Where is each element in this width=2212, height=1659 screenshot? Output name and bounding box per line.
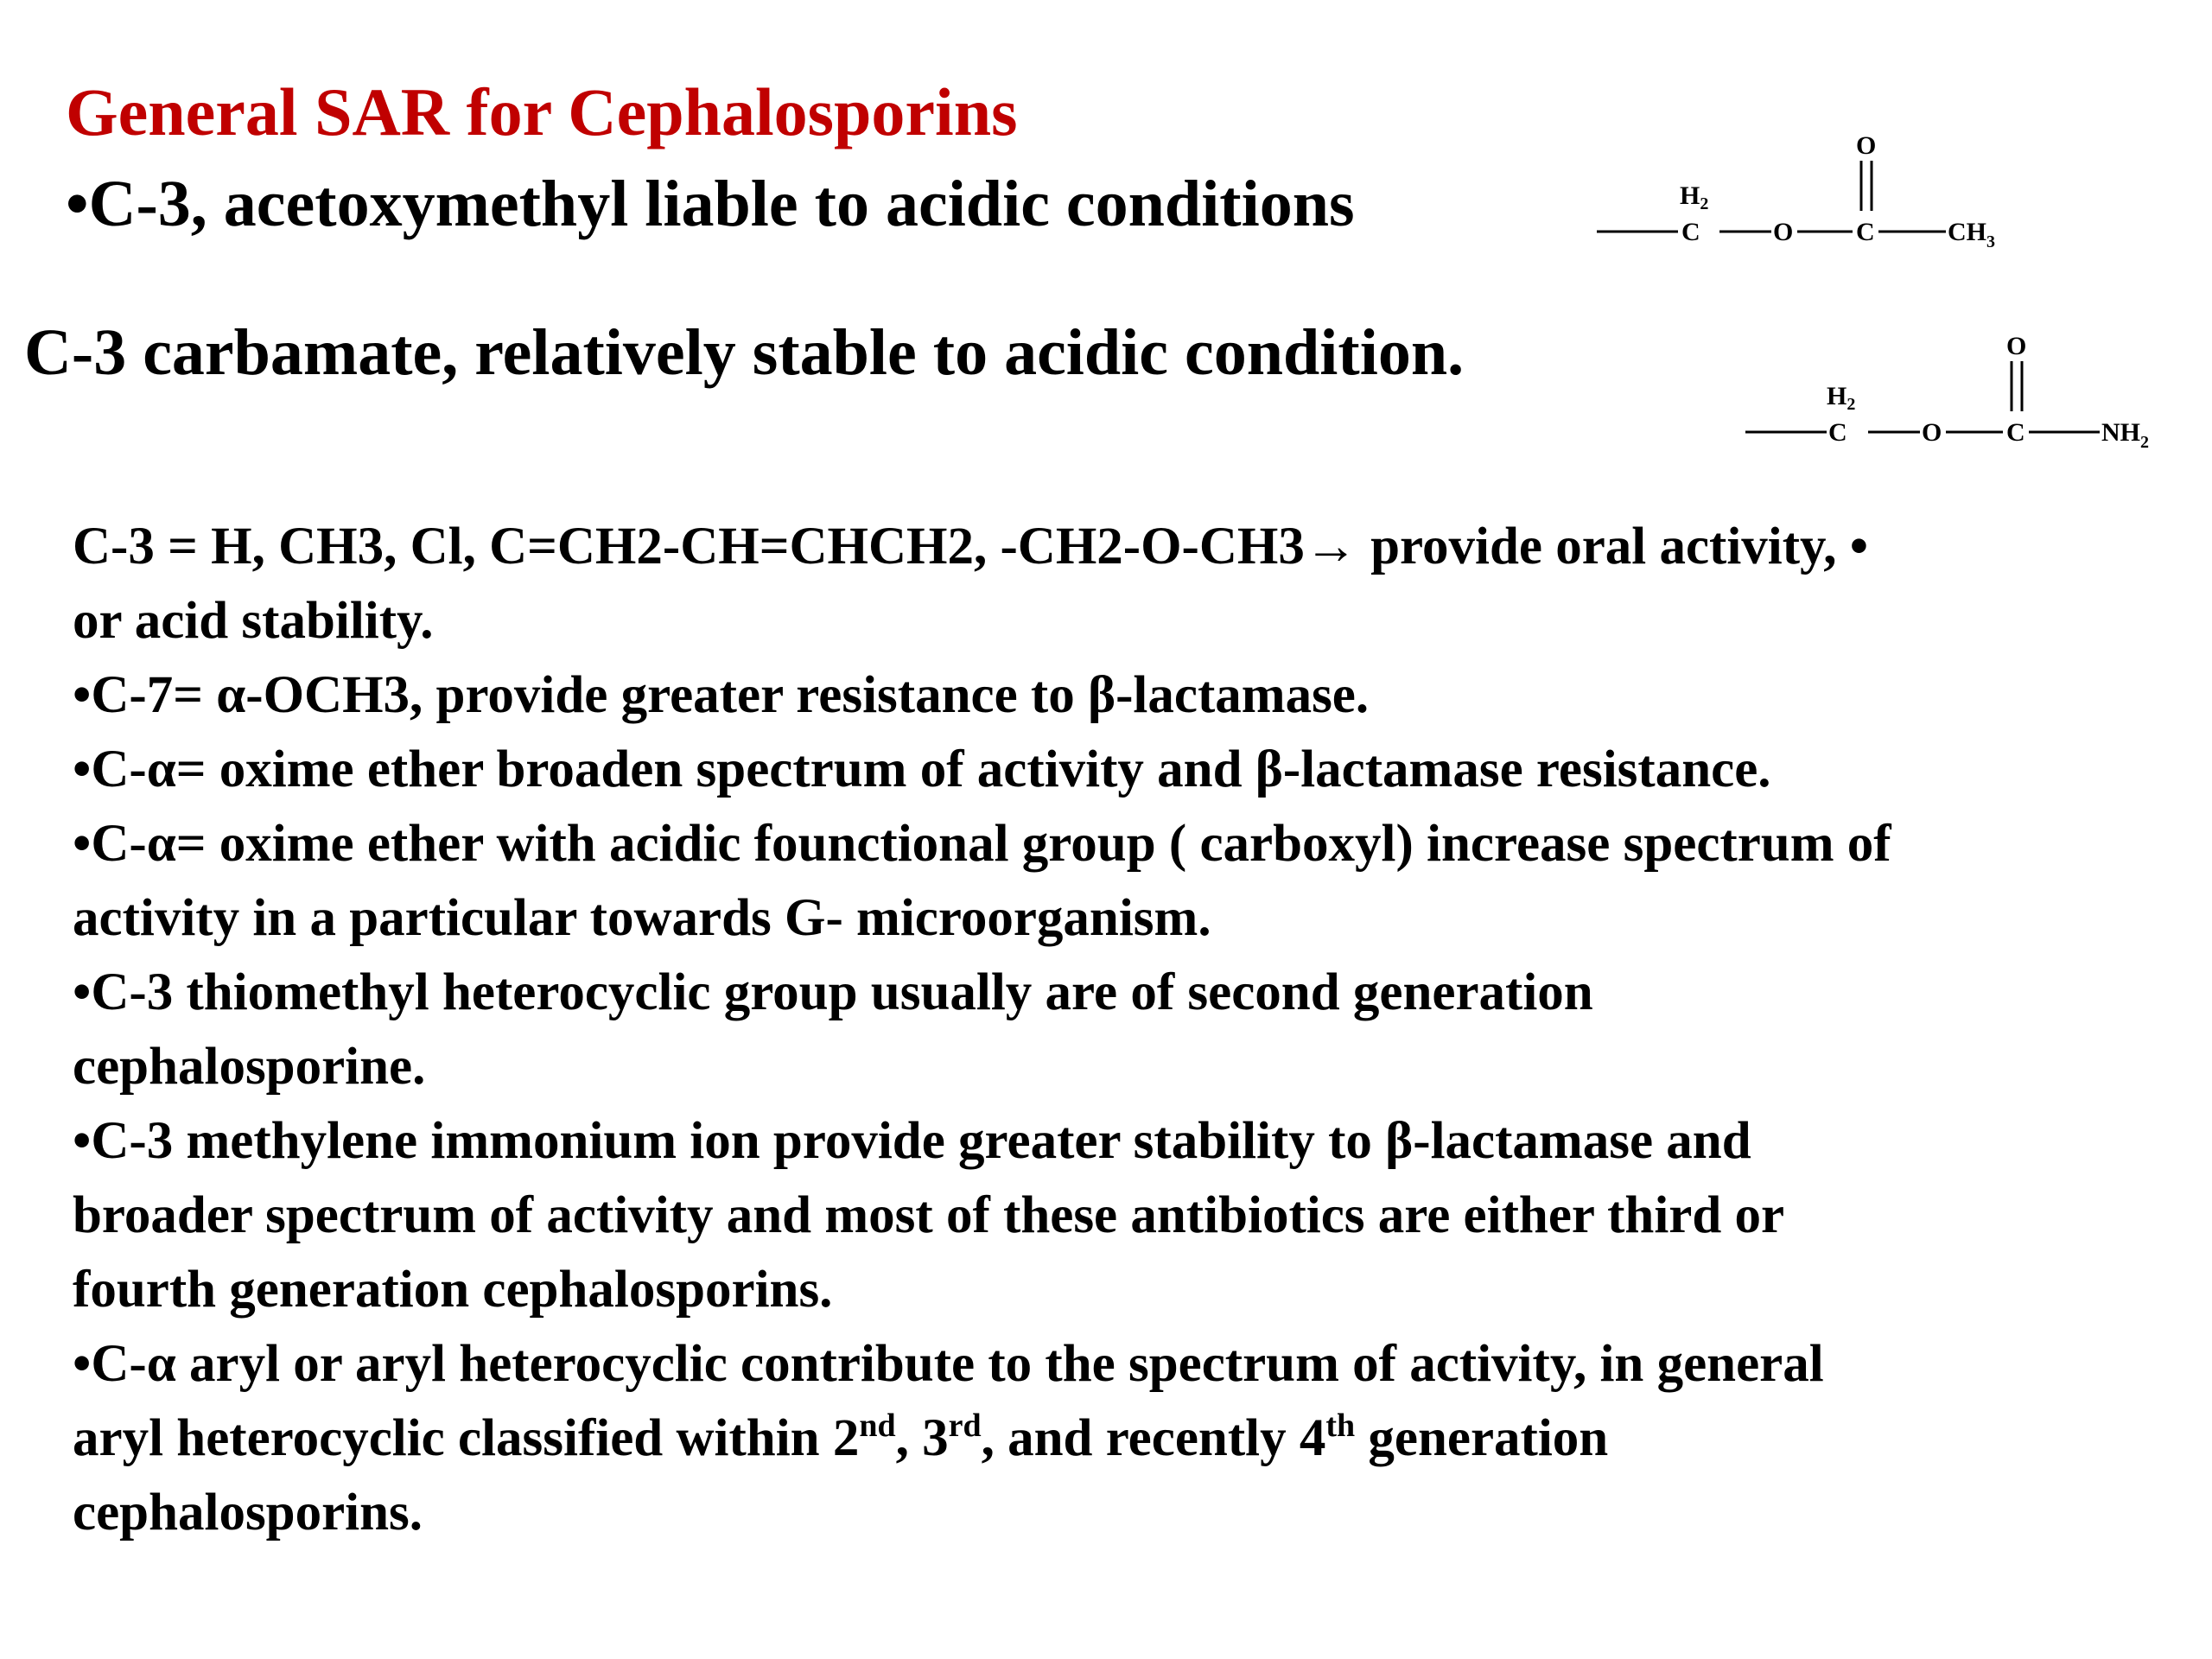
h2-label: $H_2$	[1827, 382, 1856, 414]
bullet-oxime-ether-acidic-cont: activity in a particular towards G- microorganism.	[73, 889, 1211, 947]
ether-oxygen-label: O	[1922, 418, 1942, 447]
carbamate-structure-svg	[1738, 321, 2205, 460]
bullet-aryl-heterocyclic-cont	[73, 1402, 2212, 1476]
carbamate-structure	[1738, 321, 2205, 464]
bullet-aryl-heterocyclic: •C-α aryl or aryl heterocyclic contribute to the spectrum of activity, in general	[73, 1335, 1824, 1393]
bullet-c7-methoxy: •C-7= α-OCH3, provide greater resistance to β-lactamase.	[73, 666, 1370, 724]
c1-label: C	[1828, 418, 1847, 447]
bullet-aryl-heterocyclic-cont: cephalosporins.	[73, 1484, 423, 1541]
bullet-c3-substituents-cont: or acid stability.	[73, 592, 434, 650]
h2-label: $H_2$	[1680, 181, 1709, 213]
bullet-thiomethyl: •C-3 thiomethyl heterocyclic group usually are of second generation	[73, 963, 1593, 1021]
text-span: aryl heterocyclic classified within 2	[73, 1409, 860, 1467]
ordinal-suffix: rd	[948, 1408, 982, 1444]
text-span: , and recently 4	[981, 1409, 1326, 1467]
amine-label: $NH_2$	[2101, 418, 2149, 452]
ether-oxygen-label: O	[1773, 218, 1794, 246]
slide-title: General SAR for Cephalosporins	[66, 74, 1018, 149]
acetoxymethyl-structure	[1590, 121, 2039, 264]
methyl-label: $CH_3$	[1948, 218, 1995, 251]
bullet-oxime-ether-acidic: •C-α= oxime ether with acidic founctional group ( carboxyl) increase spectrum of	[73, 815, 1891, 873]
bullet-methylene-immonium-cont: broader spectrum of activity and most of these antibiotics are either third or	[73, 1186, 1785, 1244]
carbonyl-oxygen-label: O	[2006, 332, 2027, 360]
text-span: , 3	[895, 1409, 949, 1467]
carbonyl-carbon-label: C	[1856, 218, 1875, 246]
sar-bullet-list	[73, 510, 2212, 1550]
ordinal-suffix: nd	[859, 1408, 896, 1444]
carbonyl-oxygen-label: O	[1856, 131, 1877, 160]
bullet-thiomethyl-cont: cephalosporine.	[73, 1038, 426, 1096]
text-span: generation	[1355, 1409, 1609, 1467]
c1-label: C	[1681, 218, 1700, 246]
carbamate-statement: C-3 carbamate, relatively stable to acidic condition.	[24, 316, 1465, 389]
carbonyl-carbon-label: C	[2006, 418, 2025, 447]
bullet-methylene-immonium-cont: fourth generation cephalosporins.	[73, 1261, 833, 1319]
ordinal-suffix: th	[1325, 1408, 1356, 1444]
bullet-c3-substituents: C-3 = H, CH3, Cl, C=CH2-CH=CHCH2, -CH2-O-CH3→ provide oral activity, •	[73, 518, 1869, 575]
bullet-methylene-immonium: •C-3 methylene immonium ion provide greater stability to β-lactamase and	[73, 1112, 1751, 1170]
acetoxymethyl-statement: •C-3, acetoxymethyl liable to acidic conditions	[66, 168, 1355, 240]
bullet-oxime-ether: •C-α= oxime ether broaden spectrum of activity and β-lactamase resistance.	[73, 741, 1771, 798]
acetoxymethyl-structure-svg	[1590, 121, 2039, 259]
